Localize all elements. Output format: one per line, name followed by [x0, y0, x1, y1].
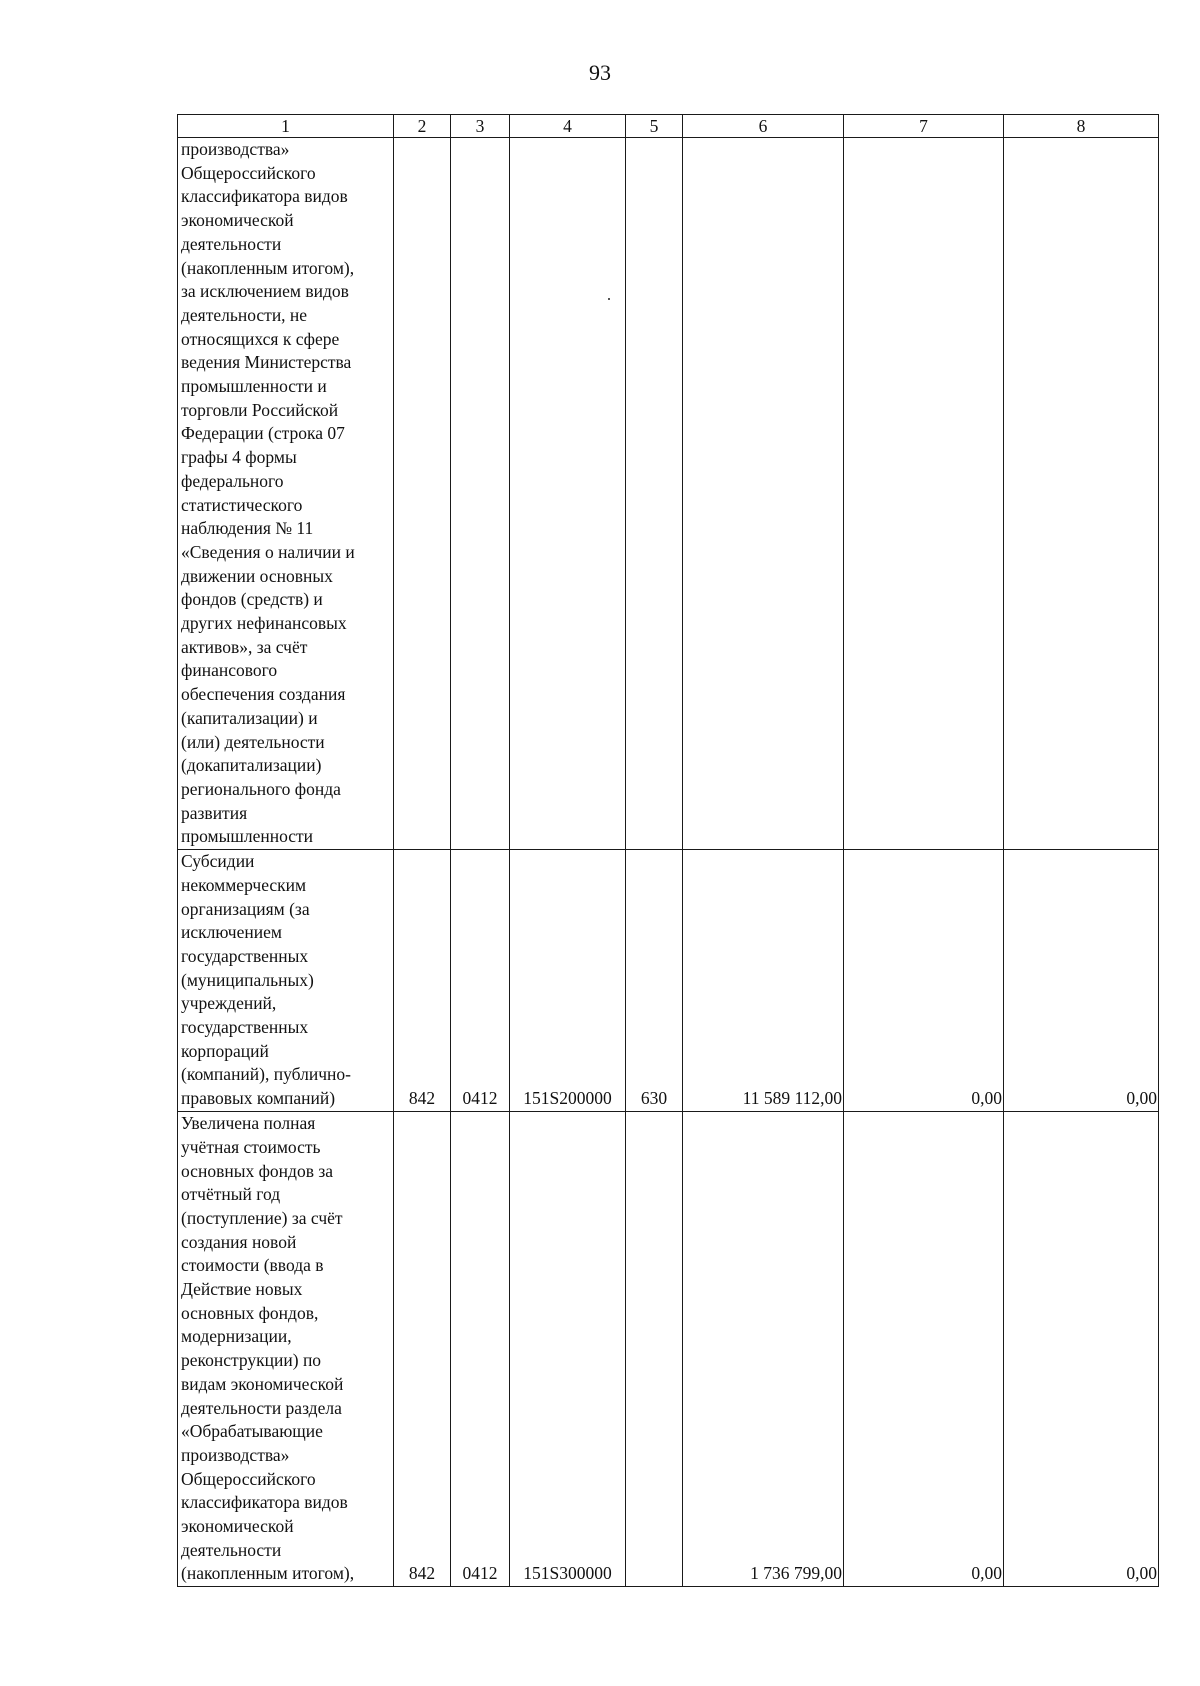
row-description-text: Субсидии некоммерческим организациям (за исключением государственных (муниципальных) учреждений, государственных корпораций (компаний), публично- правовых компаний) — [181, 851, 351, 1109]
page-number: 93 — [589, 60, 611, 85]
header-cell-7: 7 — [844, 115, 1004, 138]
cell-expense-type: 630 — [626, 850, 683, 1112]
cell-ministry-code: 842 — [394, 1112, 451, 1587]
cell-amount-year2: 0,00 — [844, 1112, 1004, 1587]
cell-section-code — [451, 138, 510, 850]
header-cell-5: 5 — [626, 115, 683, 138]
table-row — [178, 138, 1159, 850]
cell-target-code: 151S200000 — [510, 850, 626, 1112]
header-cell-4: 4 — [510, 115, 626, 138]
header-cell-6: 6 — [683, 115, 844, 138]
cell-ministry-code: 842 — [394, 850, 451, 1112]
row-description-text: производства» Общероссийского классификатора видов экономической деятельности (накопленным итогом), за исключением видов деятельности, не относящихся к сфере ведения Министерства промышленности и торговли Российской Федерации (строка 07 графы 4 формы федерального статистического наблюдения № 11 «Сведения о наличии и движении основных фондов (средств) и других нефинансовых активов», за счёт финансового обеспечения создания (капитализации) и (или) деятельности (докапитализации) регионального фонда развития промышленности — [181, 139, 355, 847]
cell-section-code: 0412 — [451, 1112, 510, 1587]
cell-amount-year2 — [844, 138, 1004, 850]
table-row — [178, 1112, 1159, 1587]
row-description — [178, 138, 394, 850]
cell-target-code — [510, 138, 626, 850]
cell-amount-year1 — [683, 138, 844, 850]
cell-amount-year1: 11 589 112,00 — [683, 850, 844, 1112]
header-cell-3: 3 — [451, 115, 510, 138]
table-header-row — [178, 115, 1159, 138]
header-cell-2: 2 — [394, 115, 451, 138]
row-description — [178, 850, 394, 1112]
cell-amount-year2: 0,00 — [844, 850, 1004, 1112]
budget-table — [177, 114, 1159, 1587]
cell-target-code: 151S300000 — [510, 1112, 626, 1587]
header-cell-1: 1 — [178, 115, 394, 138]
cell-amount-year3: 0,00 — [1004, 1112, 1159, 1587]
cell-amount-year3 — [1004, 138, 1159, 850]
row-description — [178, 1112, 394, 1587]
cell-amount-year3: 0,00 — [1004, 850, 1159, 1112]
cell-expense-type — [626, 138, 683, 850]
header-cell-8: 8 — [1004, 115, 1159, 138]
cell-expense-type — [626, 1112, 683, 1587]
row-description-text: Увеличена полная учётная стоимость основных фондов за отчётный год (поступление) за счёт создания новой стоимости (ввода в Действие новых основных фондов, модернизации, реконструкции) по видам экономической деятельности раздела «Обрабатывающие производства» Общероссийского классификатора видов экономической деятельности (накопленным итогом), — [181, 1113, 355, 1584]
cell-ministry-code — [394, 138, 451, 850]
table-row — [178, 850, 1159, 1112]
cell-section-code: 0412 — [451, 850, 510, 1112]
cell-amount-year1: 1 736 799,00 — [683, 1112, 844, 1587]
